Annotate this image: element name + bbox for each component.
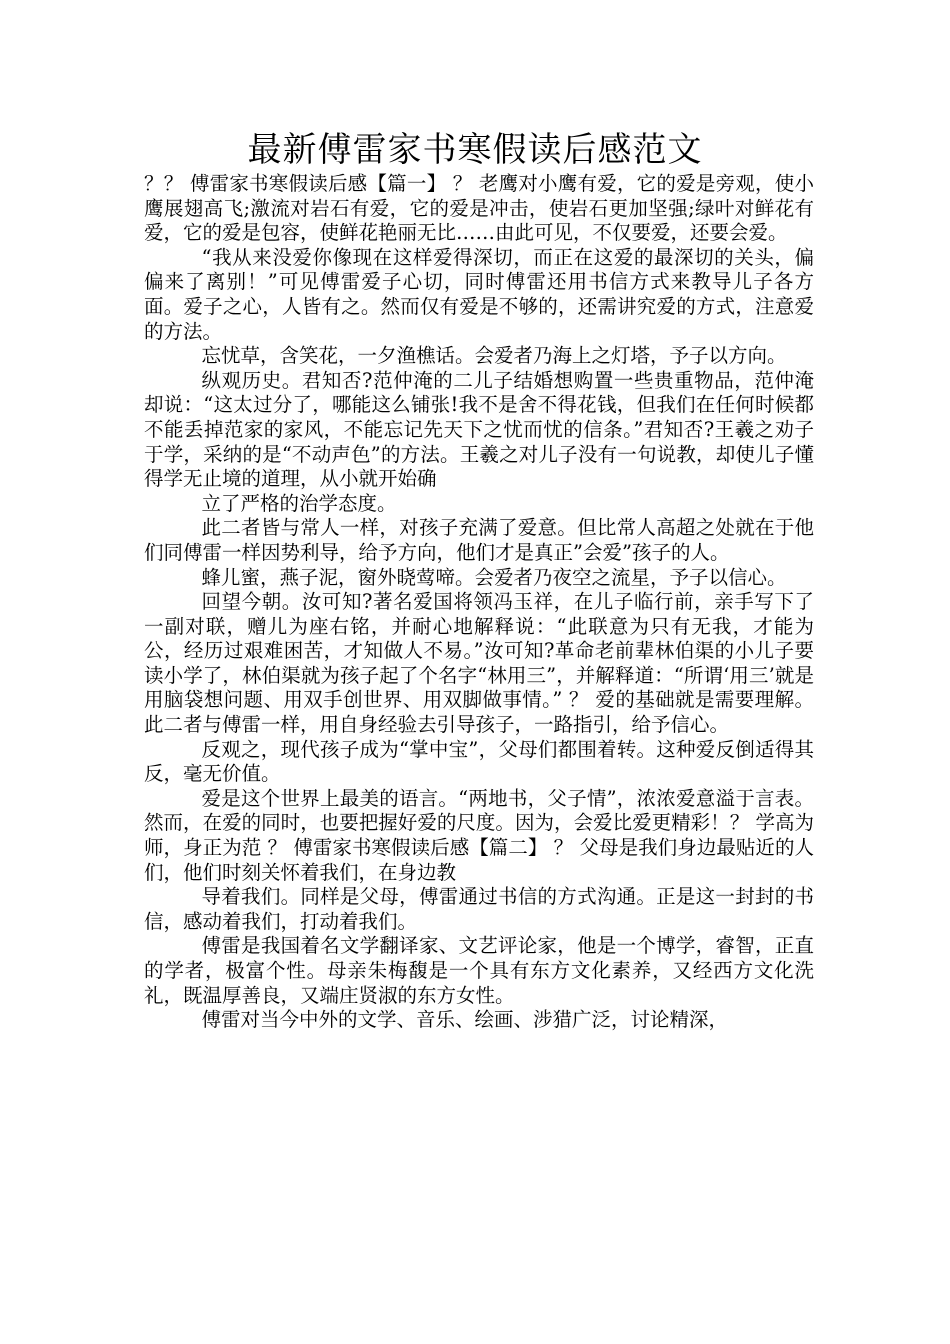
paragraph-8: 回望今朝。汝可知?著名爱国将领冯玉祥，在儿子临行前，亲手写下了一副对联，赠儿为座右铭，并耐心地解释说：“此联意为只有无我，才能为公，经历过艰难困苦，才知做人不易。”汝可知?革命老前辈林伯渠的小儿子要读小学了，林伯渠就为孩子起了个名字“林用三”，并解释道：“所谓‘用三’就是用脑袋想问题、用双手创世界、用双脚做事情。” ？ 爱的基础就是需要理解。此二者与傅雷一样，用自身经验去引导孩子，一路指引，给予信心。 [144,590,814,737]
paragraph-3: 忘忧草，含笑花，一夕渔樵话。会爱者乃海上之灯塔，予子以方向。 [201,344,787,368]
paragraph-5: 立了严格的治学态度。 [201,491,397,515]
paragraph-4: 纵观历史。君知否?范仲淹的二儿子结婚想购置一些贵重物品，范仲淹却说：“这太过分了，哪能这么铺张!我不是舍不得花钱，但我们在任何时候都不能丢掉范家的家风，不能忘记先天下之忧而忧的信条。”君知否?王羲之劝子于学，采纳的是“不动声色”的方法。王羲之对儿子没有一句说教，却使儿子懂得学无止境的道理，从小就开始确 [144,368,814,491]
paragraph-7: 蜂儿蜜，燕子泥，窗外晓莺啼。会爱者乃夜空之流星，予子以信心。 [201,565,787,589]
paragraph-11: 导着我们。同样是父母，傅雷通过书信的方式沟通。正是这一封封的书信，感动着我们，打动着我们。 [144,885,814,933]
paragraph-12: 傅雷是我国着名文学翻译家、文艺评论家，他是一个博学，睿智，正直的学者，极富个性。母亲朱梅馥是一个具有东方文化素养，又经西方文化洗礼，既温厚善良，又端庄贤淑的东方女性。 [144,934,814,1007]
paragraph-10: 爱是这个世界上最美的语言。“两地书，父子情”，浓浓爱意溢于言表。然而，在爱的同时，也要把握好爱的尺度。因为，会爱比爱更精彩！？ 学高为师，身正为范 ？ 傅雷家书寒假读后感【篇二】 ？ 父母是我们身边最贴近的人们，他们时刻关怀着我们，在身边教 [144,786,814,884]
paragraph-6: 此二者皆与常人一样，对孩子充满了爱意。但比常人高超之处就在于他们同傅雷一样因势利导，给予方向，他们才是真正”会爱”孩子的人。 [144,516,814,564]
paragraph-1: ？？ 傅雷家书寒假读后感【篇一】 ？ 老鹰对小鹰有爱，它的爱是旁观，使小鹰展翅高飞;激流对岩石有爱，它的爱是冲击，使岩石更加坚强;绿叶对鲜花有爱，它的爱是包容，使鲜花艳丽无比……由此可见，不仅要爱，还要会爱。 [144,172,814,245]
paragraph-13: 傅雷对当今中外的文学、音乐、绘画、涉猎广泛，讨论精深， [201,1008,729,1032]
paragraph-9: 反观之，现代孩子成为“掌中宝”，父母们都围着转。这种爱反倒适得其反，毫无价值。 [144,737,814,786]
document-body [144,172,814,1033]
paragraph-2: “我从来没爱你像现在这样爱得深切，而正在这爱的最深切的关头，偏偏来了离别！”可见傅雷爱子心切，同时傅雷还用书信方式来教导儿子各方面。爱子之心，人皆有之。然而仅有爱是不够的，还需讲究爱的方式，注意爱的方法。 [144,245,814,343]
document-title: 最新傅雷家书寒假读后感范文 [247,130,703,170]
